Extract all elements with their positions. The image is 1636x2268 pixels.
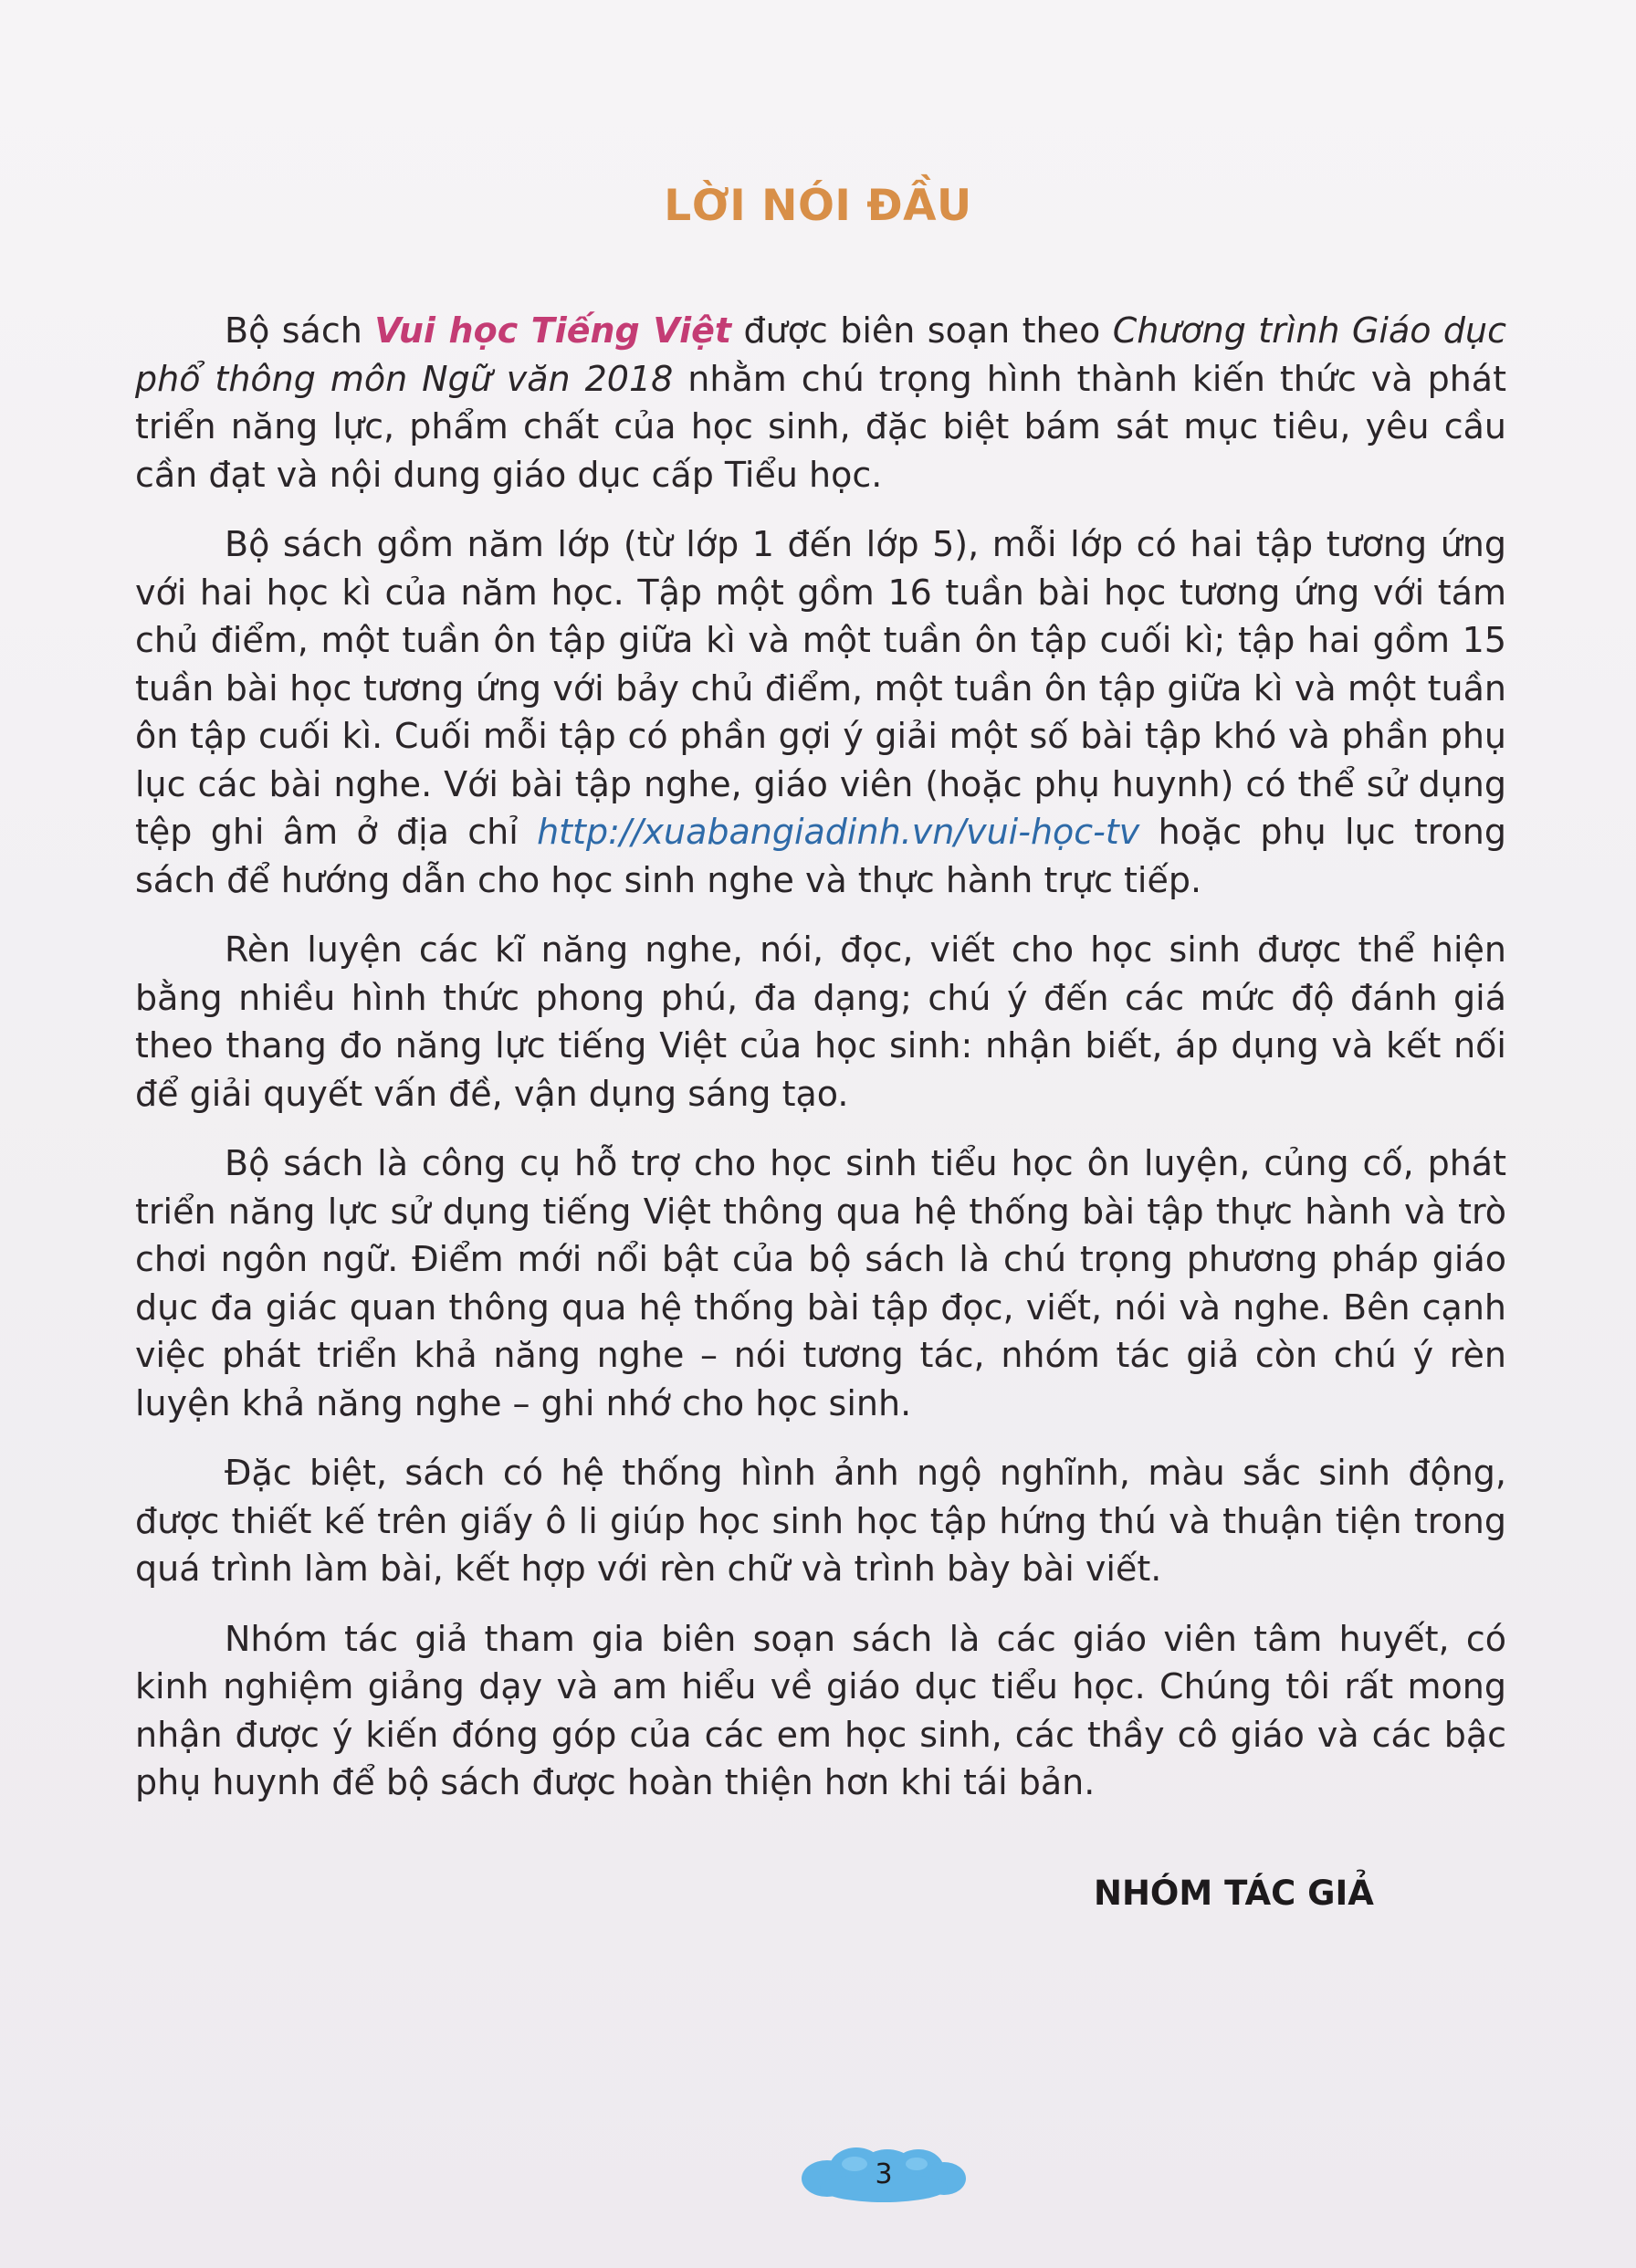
paragraph-text: Bộ sách gồm năm lớp (từ lớp 1 đến lớp 5), mỗi lớp có hai tập tương ứng với hai học kì của năm học. Tập một gồm 16 tuần bài học tương ứng với tám chủ điểm, một tuần ôn tập giữa kì và một tuần ôn tập cuối kì; tập hai gồm 15 tuần bài học tương ứng với bảy chủ điểm, một tuần ôn tập giữa kì và một tuần ôn tập cuối kì. Cuối mỗi tập có phần gợi ý giải một số bài tập khó và phần phụ lục các bài nghe. Với bài tập nghe, giáo viên (hoặc phụ huynh) có thể sử dụng tệp ghi âm ở địa chỉ xyxy=(135,524,1506,852)
page-number: 3 xyxy=(875,2158,893,2190)
preface-body xyxy=(135,307,1506,1829)
page-title: LỜI NÓI ĐẦU xyxy=(664,181,972,231)
page-number-badge xyxy=(800,2142,968,2208)
paragraph-structure xyxy=(135,520,1506,904)
paragraph-skills: Rèn luyện các kĩ năng nghe, nói, đọc, viết cho học sinh được thể hiện bằng nhiều hình thức phong phú, đa dạng; chú ý đến các mức độ đánh giá theo thang đo năng lực tiếng Việt của học sinh: nhận biết, áp dụng và kết nối để giải quyết vấn đề, vận dụng sáng tạo. xyxy=(135,929,1506,1114)
program-name: Chương trình Giáo dục phổ thông môn Ngữ văn 2018 xyxy=(135,310,1506,399)
book-title: Vui học Tiếng Việt xyxy=(374,310,732,351)
paragraph-authors: Nhóm tác giả tham gia biên soạn sách là các giáo viên tâm huyết, có kinh nghiệm giảng dạy và am hiểu về giáo dục tiểu học. Chúng tôi rất mong nhận được ý kiến đóng góp của các em học sinh, các thầy cô giáo và các bậc phụ huynh để bộ sách được hoàn thiện hơn khi tái bản. xyxy=(135,1618,1506,1802)
paragraph-text: hoặc phụ lục trong sách để hướng dẫn cho học sinh nghe và thực hành trực tiếp. xyxy=(135,812,1506,900)
paragraph-text: nhằm chú trọng hình thành kiến thức và phát triển năng lực, phẩm chất của học sinh, đặc biệt bám sát mục tiêu, yêu cầu cần đạt và nội dung giáo dục cấp Tiểu học. xyxy=(135,358,1506,495)
signature: NHÓM TÁC GIẢ xyxy=(1094,1874,1374,1913)
paragraph-text: được biên soạn theo xyxy=(731,310,1113,351)
paragraph-tools: Bộ sách là công cụ hỗ trợ cho học sinh tiểu học ôn luyện, củng cố, phát triển năng lực sử dụng tiếng Việt thông qua hệ thống bài tập thực hành và trò chơi ngôn ngữ. Điểm mới nổi bật của bộ sách là chú trọng phương pháp giáo dục đa giác quan thông qua hệ thống bài tập đọc, viết, nói và nghe. Bên cạnh việc phát triển khả năng nghe – nói tương tác, nhóm tác giả còn chú ý rèn luyện khả năng nghe – ghi nhớ cho học sinh. xyxy=(135,1143,1506,1423)
paragraph-design: Đặc biệt, sách có hệ thống hình ảnh ngộ nghĩnh, màu sắc sinh động, được thiết kế trên giấy ô li giúp học sinh học tập hứng thú và thuận tiện trong quá trình làm bài, kết hợp với rèn chữ và trình bày bài viết. xyxy=(135,1453,1506,1589)
audio-link[interactable]: http://xuabangiadinh.vn/vui-học-tv xyxy=(537,812,1140,852)
paragraph-intro xyxy=(135,307,1506,499)
paragraph-text: Bộ sách xyxy=(225,310,375,351)
